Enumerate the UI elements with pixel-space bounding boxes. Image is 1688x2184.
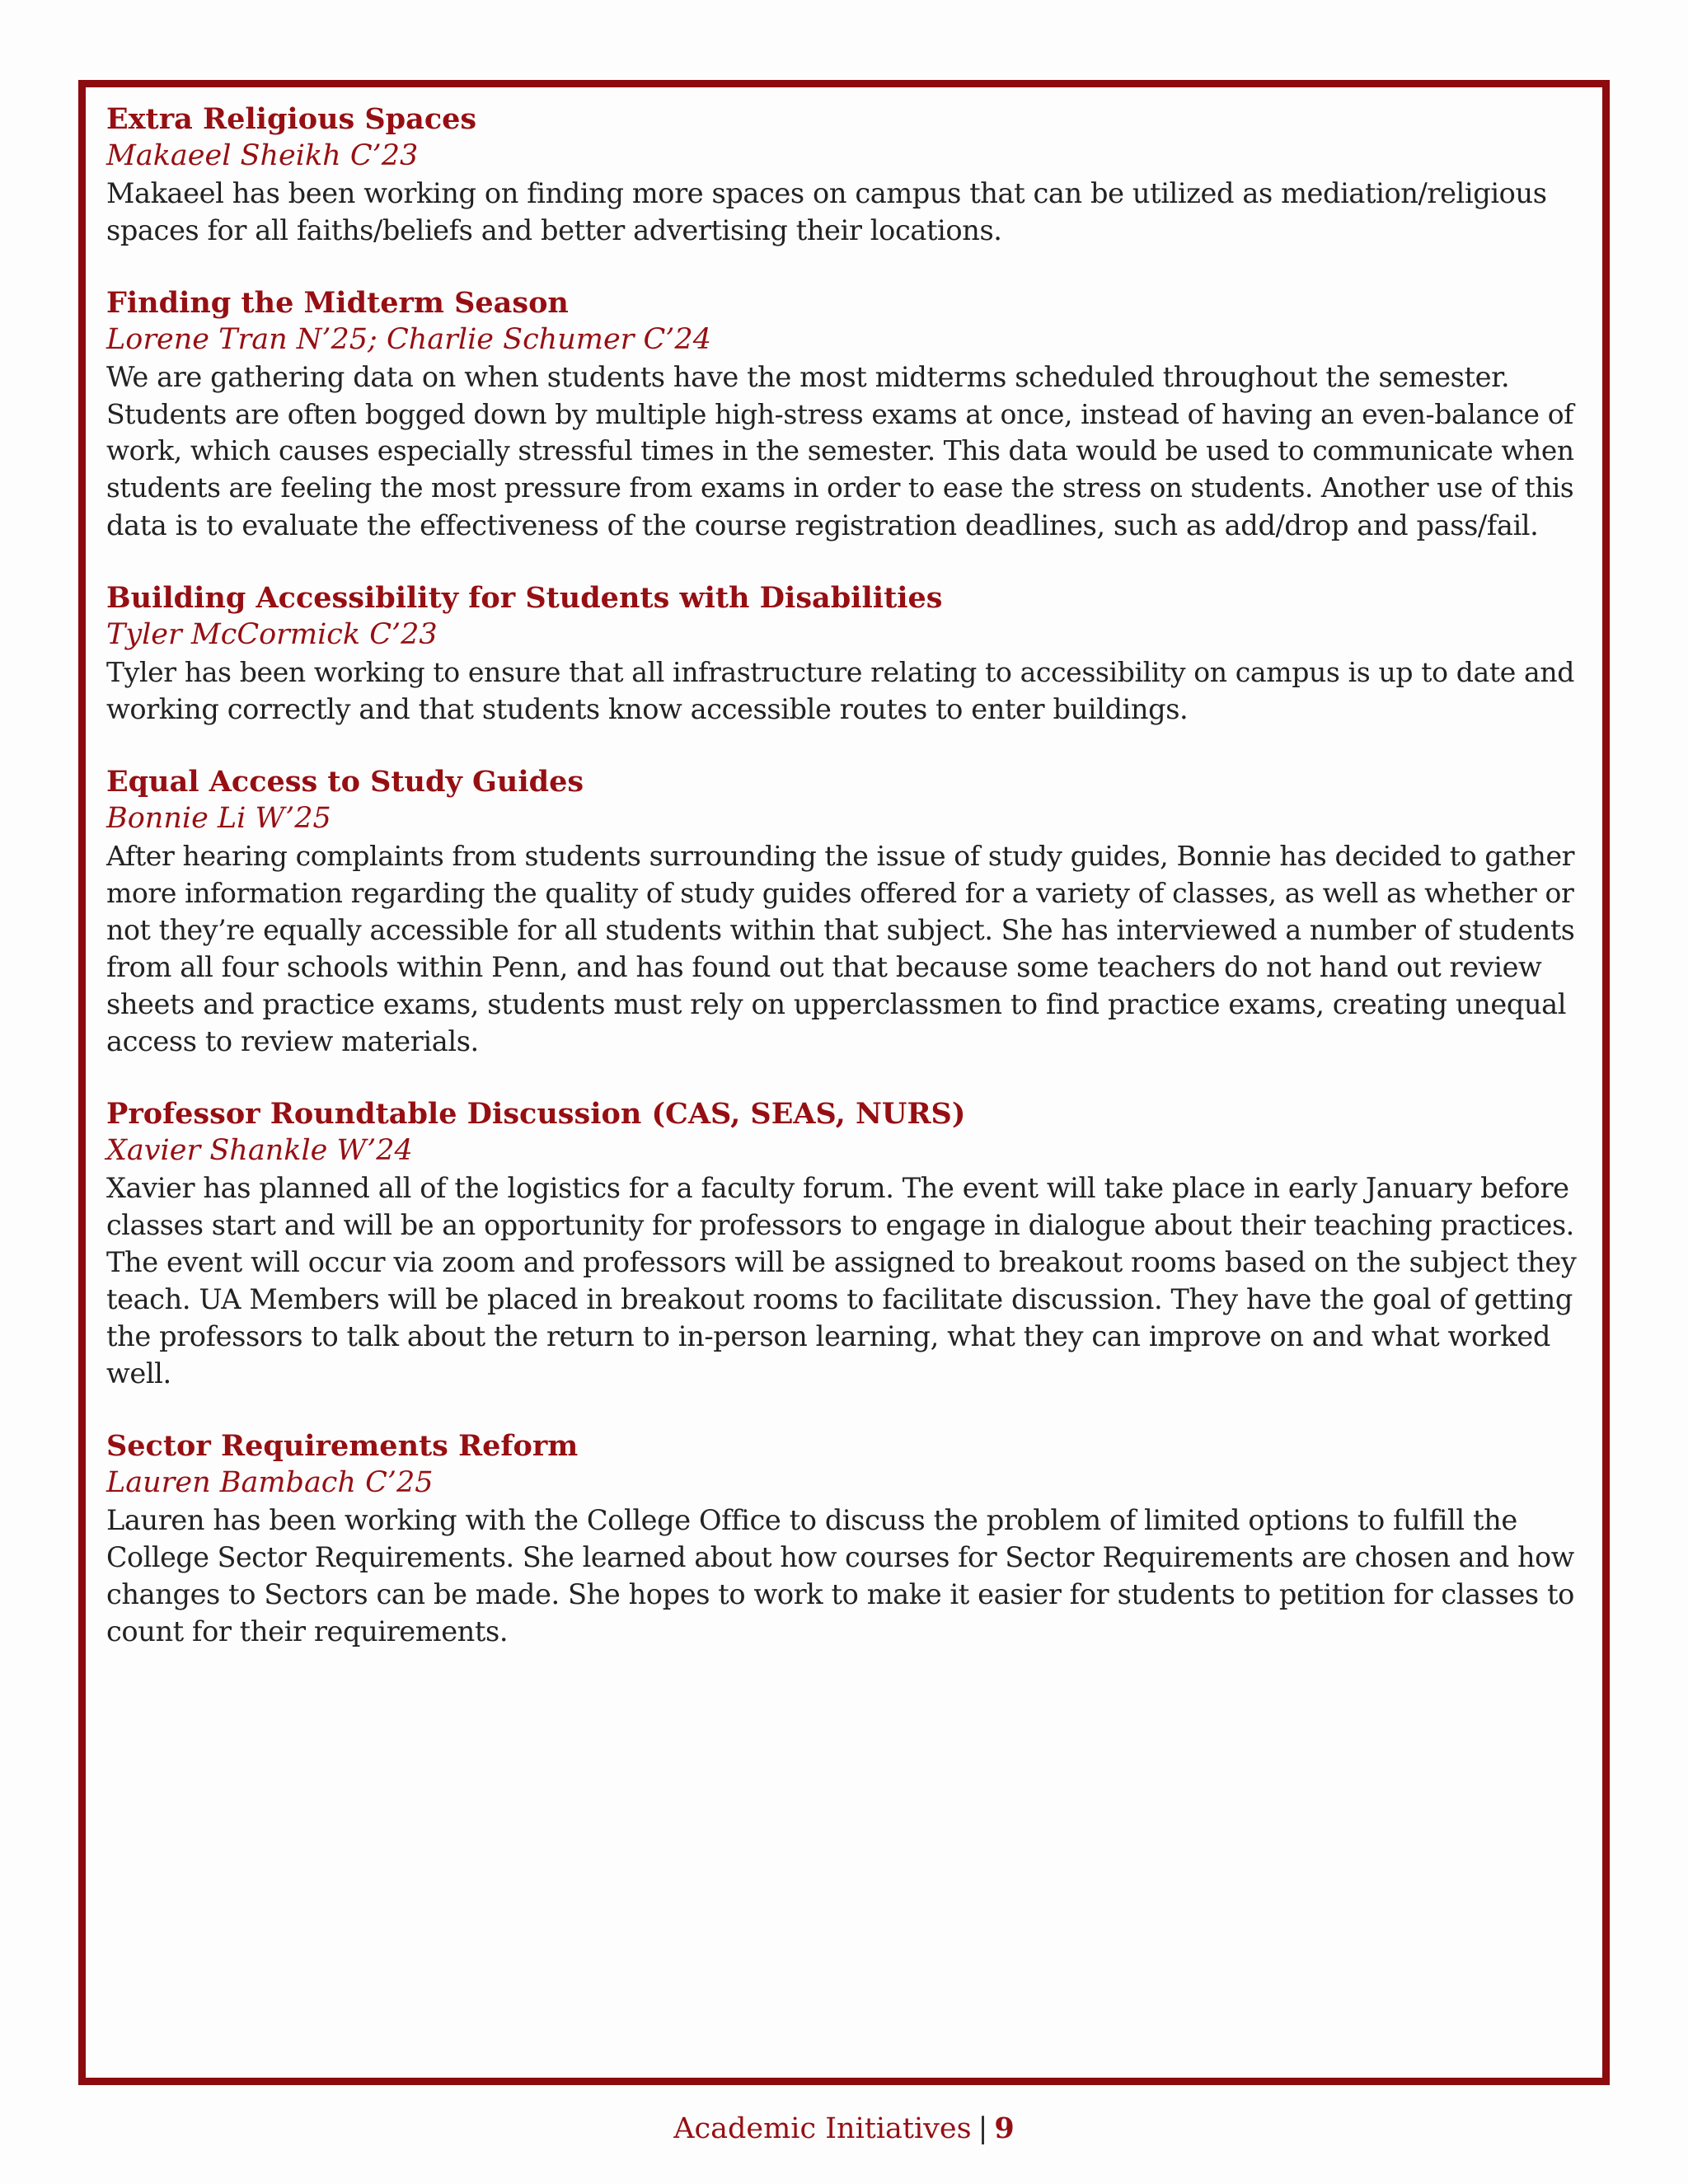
description-line: work, which causes especially stressful times in the semester. This data would be used to communicate when	[106, 435, 1574, 466]
initiative-description	[106, 359, 1582, 544]
description-line: count for their requirements.	[106, 1615, 509, 1647]
initiative-section	[106, 1095, 1582, 1392]
initiative-title: Professor Roundtable Discussion (CAS, SEAS, NURS)	[106, 1097, 966, 1131]
description-line: changes to Sectors can be made. She hopes to work to make it easier for students to petition for classes to	[106, 1578, 1574, 1610]
content-frame	[78, 80, 1610, 2085]
initiative-section	[106, 763, 1582, 1060]
description-line: teach. UA Members will be placed in breakout rooms to facilitate discussion. They have the goal of getting	[106, 1283, 1573, 1315]
initiative-title: Extra Religious Spaces	[106, 102, 477, 136]
description-line: working correctly and that students know accessible routes to enter buildings.	[106, 693, 1189, 725]
content-area	[106, 101, 1582, 1685]
description-line: more information regarding the quality of study guides offered for a variety of classes, as well as whether or	[106, 877, 1574, 909]
initiative-section	[106, 284, 1582, 544]
initiative-description	[106, 175, 1582, 249]
description-line: Lauren has been working with the College Office to discuss the problem of limited options to fulfill the	[106, 1504, 1517, 1536]
description-line: Xavier has planned all of the logistics for a faculty forum. The event will take place in early January before	[106, 1172, 1569, 1204]
description-line: the professors to talk about the return to in-person learning, what they can improve on and what worked	[106, 1320, 1550, 1352]
initiative-author: Makaeel Sheikh C’23	[106, 139, 419, 172]
description-line: classes start and will be an opportunity for professors to engage in dialogue about their teaching practices.	[106, 1209, 1574, 1241]
initiative-section	[106, 1427, 1582, 1650]
description-line: not they’re equally accessible for all students within that subject. She has interviewed a number of students	[106, 914, 1575, 946]
description-line: The event will occur via zoom and professors will be assigned to breakout rooms based on the subject they	[106, 1246, 1577, 1278]
description-line: sheets and practice exams, students must rely on upperclassmen to find practice exams, creating unequal	[106, 988, 1567, 1020]
initiative-title: Finding the Midterm Season	[106, 286, 569, 320]
footer-section-name: Academic Initiatives	[673, 2112, 972, 2145]
initiative-section	[106, 579, 1582, 728]
initiative-title: Building Accessibility for Students with Disabilities	[106, 581, 943, 615]
initiative-section	[106, 101, 1582, 249]
description-line: Makaeel has been working on finding more spaces on campus that can be utilized as mediation/religious	[106, 177, 1547, 209]
initiative-title: Sector Requirements Reform	[106, 1429, 579, 1463]
initiative-title: Equal Access to Study Guides	[106, 765, 584, 799]
initiative-description	[106, 1169, 1582, 1392]
description-line: We are gathering data on when students have the most midterms scheduled throughout the semester.	[106, 361, 1510, 393]
description-line: Tyler has been working to ensure that all infrastructure relating to accessibility on campus is up to date and	[106, 656, 1575, 688]
description-line: students are feeling the most pressure from exams in order to ease the stress on students. Another use of this	[106, 472, 1574, 504]
initiative-description	[106, 837, 1582, 1060]
description-line: access to review materials.	[106, 1025, 479, 1057]
initiative-author: Lorene Tran N’25; Charlie Schumer C’24	[106, 323, 711, 356]
initiative-author: Bonnie Li W’25	[106, 802, 331, 835]
description-line: data is to evaluate the effectiveness of the course registration deadlines, such as add/drop and pass/fail.	[106, 509, 1539, 541]
description-line: well.	[106, 1357, 171, 1390]
page-footer	[0, 2110, 1688, 2148]
initiative-author: Lauren Bambach C’25	[106, 1466, 434, 1499]
initiative-description	[106, 654, 1582, 728]
description-line: spaces for all faiths/beliefs and better advertising their locations.	[106, 214, 1002, 246]
initiative-author: Xavier Shankle W’24	[106, 1134, 413, 1167]
description-line: Students are often bogged down by multiple high-stress exams at once, instead of having an even-balance of	[106, 398, 1573, 430]
page-number: 9	[994, 2111, 1015, 2145]
description-line: College Sector Requirements. She learned about how courses for Sector Requirements are chosen and how	[106, 1541, 1574, 1573]
initiative-author: Tyler McCormick C’23	[106, 618, 438, 651]
description-line: After hearing complaints from students surrounding the issue of study guides, Bonnie has decided to gather	[106, 840, 1575, 872]
footer-separator: |	[978, 2112, 988, 2145]
description-line: from all four schools within Penn, and has found out that because some teachers do not hand out review	[106, 951, 1542, 983]
initiative-description	[106, 1502, 1582, 1650]
